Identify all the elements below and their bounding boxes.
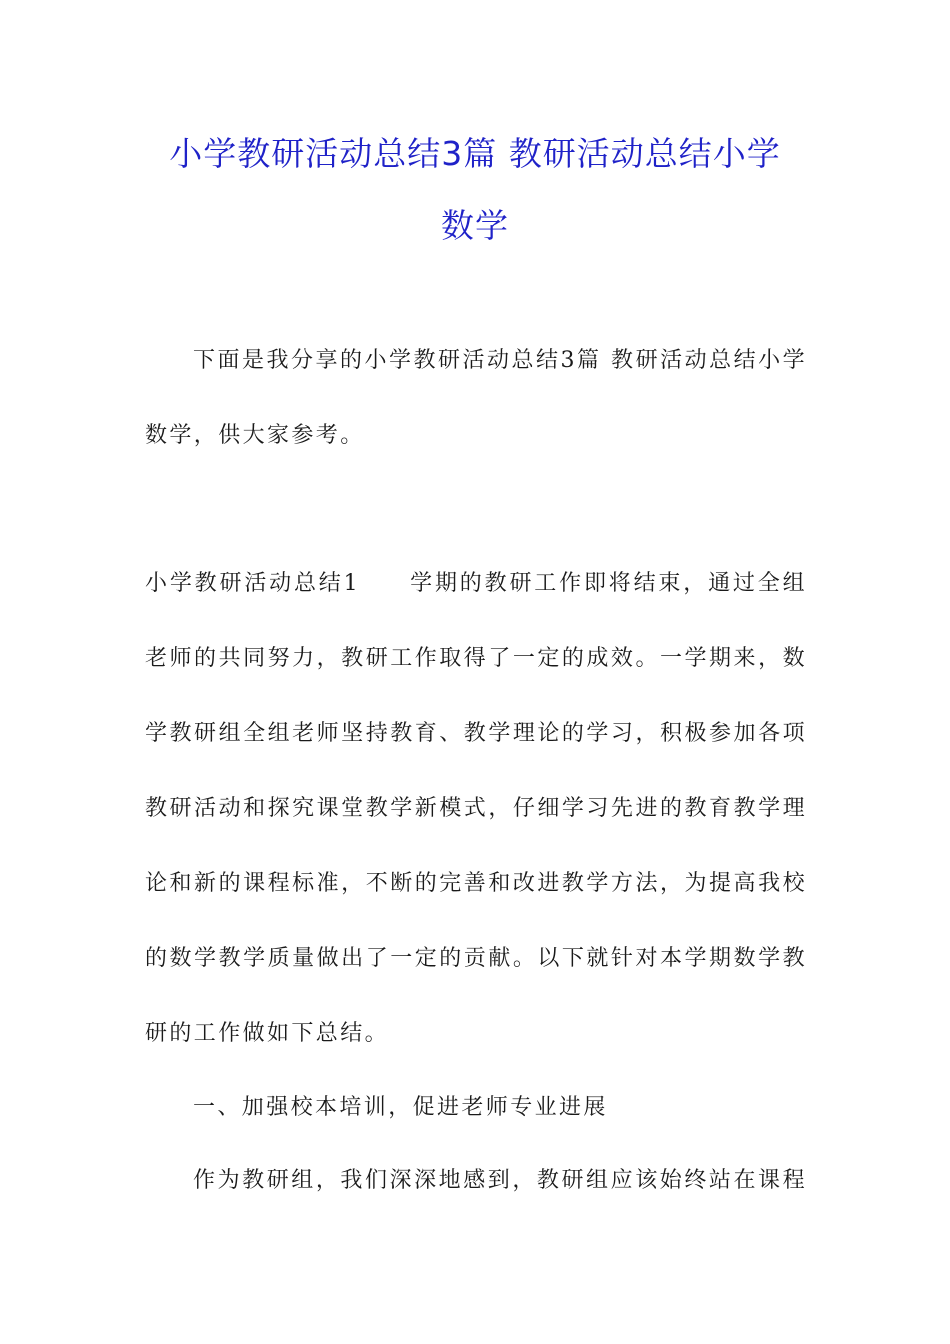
document-title-line-2: 数学 xyxy=(441,206,509,245)
section1-line-2: 老师的共同努力，教研工作取得了一定的成效。一学期来，数 xyxy=(145,646,807,671)
heading-1: 一、加强校本培训，促进老师专业进展 xyxy=(193,1095,608,1120)
intro-line-2: 数学，供大家参考。 xyxy=(145,423,365,448)
section1-line-1: 小学教研活动总结1 学期的教研工作即将结束，通过全组 xyxy=(145,571,807,596)
intro-line-1: 下面是我分享的小学教研活动总结3篇 教研活动总结小学 xyxy=(193,348,807,373)
section1-line-5: 论和新的课程标准，不断的完善和改进教学方法，为提高我校 xyxy=(145,871,807,896)
section1-line-7: 研的工作做如下总结。 xyxy=(145,1021,390,1046)
para2-line-1: 作为教研组，我们深深地感到，教研组应该始终站在课程 xyxy=(193,1168,807,1193)
section1-line-4: 教研活动和探究课堂教学新模式，仔细学习先进的教育教学理 xyxy=(145,796,807,821)
section1-line-6: 的数学教学质量做出了一定的贡献。以下就针对本学期数学教 xyxy=(145,946,807,971)
section1-line-3: 学教研组全组老师坚持教育、教学理论的学习，积极参加各项 xyxy=(145,721,807,746)
document-title-line-1: 小学教研活动总结3篇 教研活动总结小学 xyxy=(169,134,781,173)
